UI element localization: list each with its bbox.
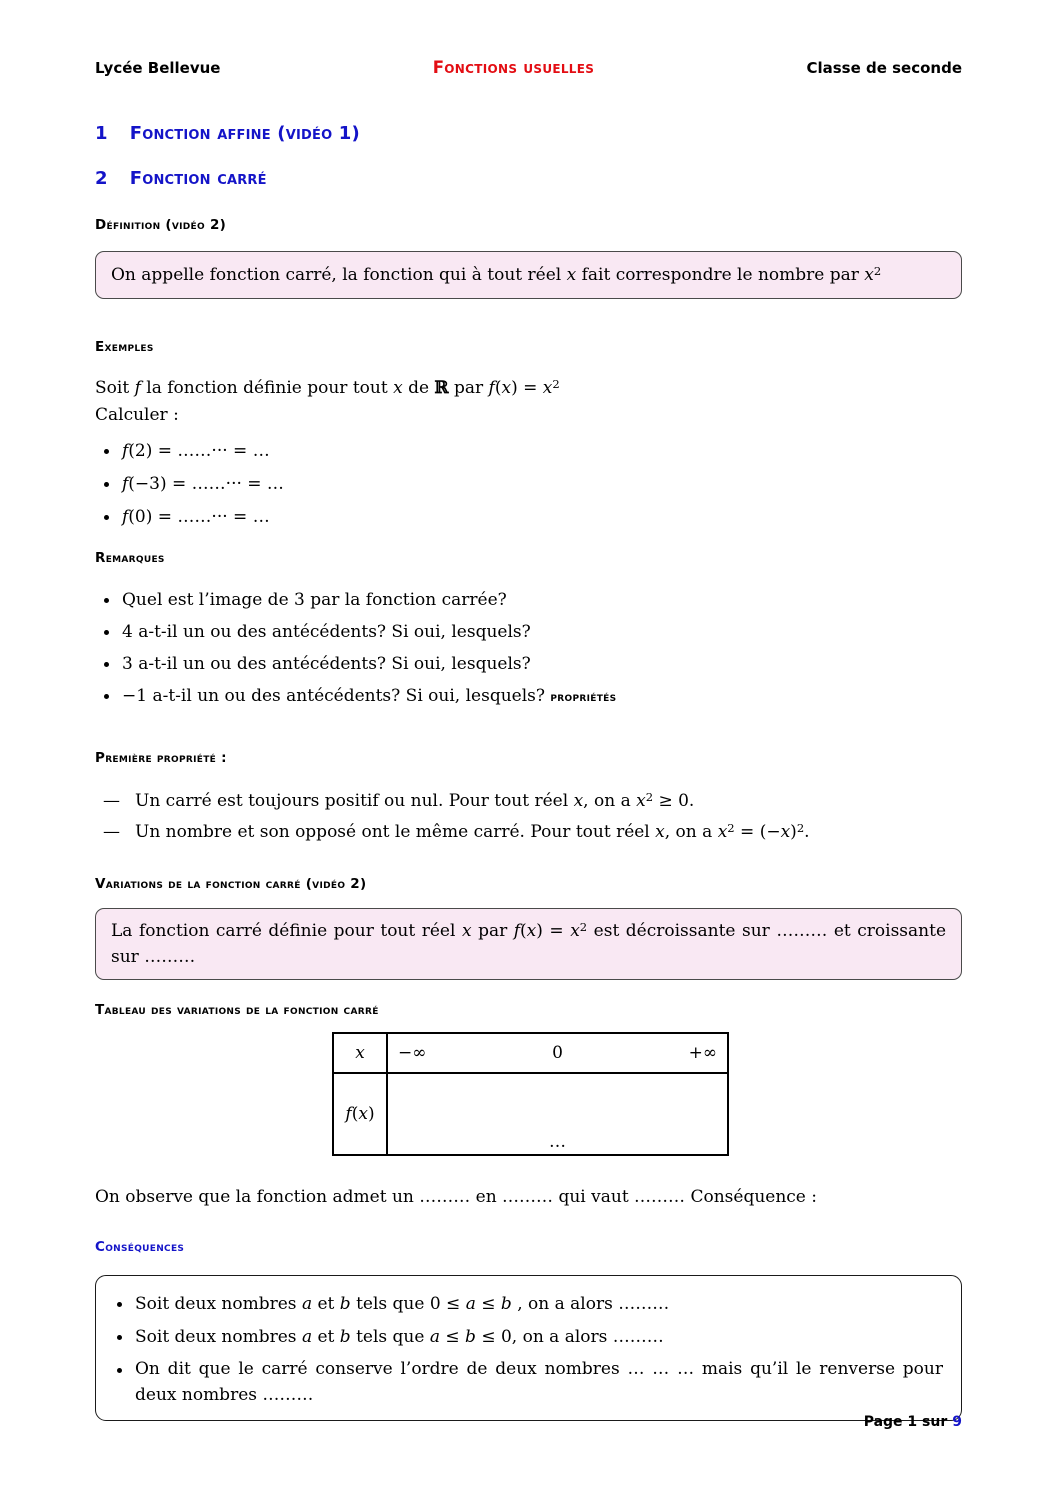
list-item (95, 817, 962, 848)
remarque-antecedents-4: 4 a-t-il un ou des antécédents? Si oui, lesquels? (122, 622, 531, 642)
list-item (95, 584, 962, 616)
variations-box (95, 908, 962, 980)
table-fx-values-row (388, 1074, 727, 1154)
document-header (95, 58, 962, 77)
remarque-image: Quel est l’image de 3 par la fonction carrée? (122, 590, 507, 610)
exemple-f-3: f(−3) = ……··· = … (122, 474, 284, 494)
list-item (108, 1356, 943, 1408)
dash-marker: — (103, 822, 120, 842)
consequence-ordre-positif: Soit deux nombres a et b tels que 0 ≤ a ≤ b , on a alors ……… (135, 1294, 670, 1314)
list-item (95, 786, 962, 817)
consequence-conserve-renverse: On dit que le carré conserve l’ordre de deux nombres … … … mais qu’il le renverse pour deux nombres ……… (135, 1359, 943, 1405)
definition-heading: Définition (vidéo 2) (95, 217, 227, 233)
consequences-list (108, 1290, 943, 1408)
page-footer (864, 1414, 962, 1430)
page-number-label: Page 1 sur (863, 1414, 948, 1430)
section-1-heading (95, 123, 962, 144)
definition-text: On appelle fonction carré, la fonction qui à tout réel x fait correspondre le nombre par $x^2$ (111, 263, 882, 285)
section-2-title: Fonction carré (129, 168, 267, 189)
list-item (95, 501, 962, 534)
definition-box (95, 251, 962, 299)
variation-table (332, 1032, 729, 1156)
section-1-title: Fonction affine (vidéo 1) (129, 123, 360, 144)
list-item (95, 435, 962, 468)
remarques-list (95, 584, 962, 714)
section-2-number: 2 (95, 168, 108, 189)
propriete-list (95, 786, 962, 848)
table-variable-label: x (334, 1034, 388, 1074)
remarque-antecedents-3: 3 a-t-il un ou des antécédents? Si oui, lesquels? (122, 654, 531, 674)
exemple-f2: f(2) = ……··· = … (122, 441, 270, 461)
exemples-intro (95, 375, 962, 429)
list-item (95, 616, 962, 648)
table-function-label: f ( x ) (334, 1074, 388, 1154)
exemples-intro-line: Soit f la fonction définie pour tout x de ℝ par $f(x) = x^2$ (95, 376, 560, 398)
variations-text: La fonction carré définie pour tout réel x par $f(x) = x^2$ est décroissante sur ……… et croissante sur ……… (111, 919, 947, 967)
propriete-positif: Un carré est toujours positif ou nul. Pour tout réel x, on a $x^2 \ge 0$. (135, 789, 695, 811)
list-item (95, 468, 962, 501)
dash-marker: — (103, 791, 120, 811)
fx-minimum-placeholder: … (549, 1132, 566, 1152)
section-2-heading (95, 168, 962, 189)
tableau-heading: Tableau des variations de la fonction carré (95, 1002, 379, 1018)
school-name: Lycée Bellevue (95, 59, 221, 77)
consequences-box (95, 1275, 962, 1421)
consequences-heading: Conséquences (95, 1239, 185, 1255)
section-1-number: 1 (95, 123, 108, 144)
observation-paragraph: On observe que la fonction admet un ……… en ……… qui vaut ……… Conséquence : (95, 1187, 817, 1207)
page-total: 9 (952, 1414, 962, 1430)
exemples-list (95, 435, 962, 534)
variations-heading: Variations de la fonction carré (vidéo 2) (95, 876, 367, 892)
consequence-ordre-negatif: Soit deux nombres a et b tels que a ≤ b ≤ 0, on a alors ……… (135, 1327, 664, 1347)
class-name: Classe de seconde (806, 59, 962, 77)
x-min-value: −∞ (398, 1043, 427, 1063)
x-zero-value: 0 (552, 1043, 563, 1063)
remarque-antecedents-neg1: −1 a-t-il un ou des antécédents? Si oui, lesquels? propriétés (122, 686, 617, 706)
list-item (108, 1290, 943, 1319)
remarques-heading: Remarques (95, 550, 165, 566)
table-x-values-row (388, 1034, 727, 1074)
list-item (95, 680, 962, 714)
list-item (108, 1323, 943, 1352)
x-max-value: +∞ (688, 1043, 717, 1063)
exemples-calculer-line: Calculer : (95, 405, 179, 425)
exemple-f0: f(0) = ……··· = … (122, 507, 270, 527)
premiere-propriete-heading: Première propriété : (95, 750, 227, 766)
document-title: Fonctions usuelles (432, 58, 595, 77)
list-item (95, 648, 962, 680)
exemples-heading: Exemples (95, 339, 154, 355)
propriete-oppose: Un nombre et son opposé ont le même carré. Pour tout réel x, on a $x^2 = (-x)^2$. (135, 820, 810, 842)
